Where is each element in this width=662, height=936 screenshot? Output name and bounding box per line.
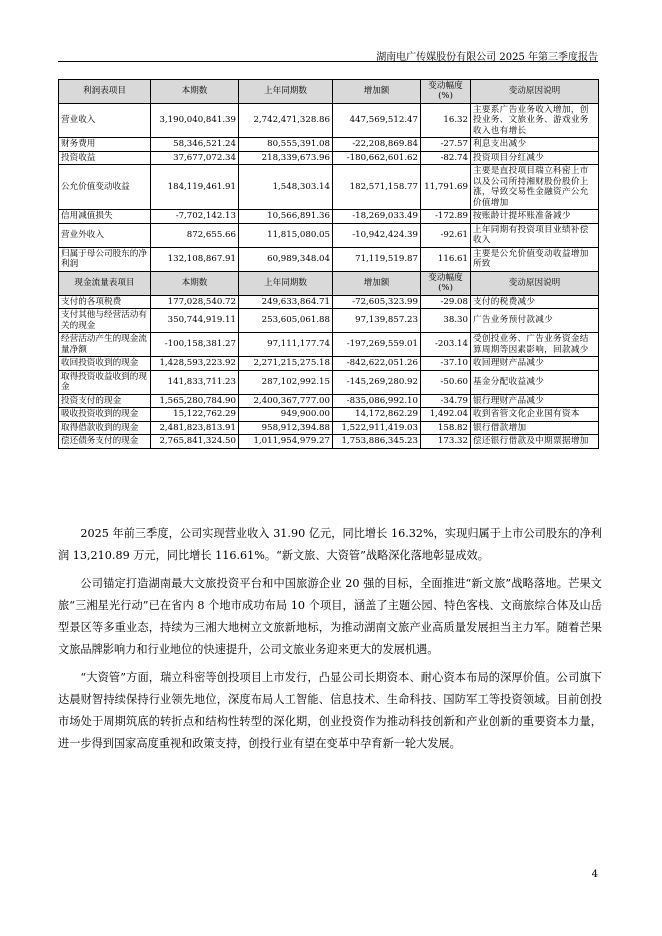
table-cell: 872,655.66 — [151, 223, 239, 247]
table-cell: -92.61 — [421, 223, 471, 247]
table-cell: -203.14 — [421, 333, 471, 357]
table-cell: 取得借款收到的现金 — [59, 421, 151, 434]
table-cell: 主要是公允价值变动收益增加所致 — [471, 247, 599, 271]
table-row — [59, 247, 599, 271]
table-cell: 按账龄计提坏账准备减少 — [471, 210, 599, 223]
table-row — [59, 138, 599, 151]
table-cell: 取得投资收益收到的现金 — [59, 370, 151, 394]
table-cell: -197,269,559.01 — [333, 333, 421, 357]
table-header-row — [59, 80, 599, 104]
column-header: 利润表项目 — [59, 80, 151, 104]
table-cell: 利息支出减少 — [471, 138, 599, 151]
table-row — [59, 435, 599, 448]
table-cell: 10,566,891.36 — [239, 210, 333, 223]
table-cell: 2,742,471,328.86 — [239, 103, 333, 137]
table-cell: 信用减值损失 — [59, 210, 151, 223]
table-cell: -29.08 — [421, 295, 471, 308]
column-header: 本期数 — [151, 271, 239, 295]
table-cell: -18,269,033.49 — [333, 210, 421, 223]
table-cell: 投资项目分红减少 — [471, 151, 599, 164]
table-cell: 广告业务预付款减少 — [471, 309, 599, 333]
column-header: 现金流量表项目 — [59, 271, 151, 295]
table-cell: -37.10 — [421, 357, 471, 370]
table-cell: 吸收投资收到的现金 — [59, 408, 151, 421]
table-cell: 71,119,519.87 — [333, 247, 421, 271]
table-cell: 偿还债务支付的现金 — [59, 435, 151, 448]
table-cell: -7,702,142.13 — [151, 210, 239, 223]
table-row — [59, 151, 599, 164]
table-cell: 447,569,512.47 — [333, 103, 421, 137]
table-cell: 97,111,177.74 — [239, 333, 333, 357]
table-cell: -27.57 — [421, 138, 471, 151]
table-cell: 上年同期有投资项目业绩补偿收入 — [471, 223, 599, 247]
table-cell: 287,102,992.15 — [239, 370, 333, 394]
column-header: 本期数 — [151, 80, 239, 104]
table-cell: 38.30 — [421, 309, 471, 333]
table-cell: 1,011,954,979.27 — [239, 435, 333, 448]
table-cell: 收回理财产品减少 — [471, 357, 599, 370]
table-cell: 基金分配收益减少 — [471, 370, 599, 394]
table-cell: 1,522,911,419.03 — [333, 421, 421, 434]
table-cell: 主要是直投项目瑞立科密上市以及公司所持湘财股份股价上涨，导致交易性金融资产公允价值增加 — [471, 165, 599, 210]
table-row — [59, 370, 599, 394]
table-cell: 116.61 — [421, 247, 471, 271]
table-row — [59, 103, 599, 137]
column-header: 变动原因说明 — [471, 271, 599, 295]
column-header: 上年同期数 — [239, 80, 333, 104]
table-cell: 3,190,040,841.39 — [151, 103, 239, 137]
table-cell: 2,271,215,275.18 — [239, 357, 333, 370]
table-cell: 173.32 — [421, 435, 471, 448]
table-row — [59, 223, 599, 247]
table-cell: 182,571,158.77 — [333, 165, 421, 210]
table-cell: 37,677,072.34 — [151, 151, 239, 164]
table-row — [59, 165, 599, 210]
table-cell: 16.32 — [421, 103, 471, 137]
table-cell: 253,605,061.88 — [239, 309, 333, 333]
table-cell: 投资支付的现金 — [59, 394, 151, 407]
column-header: 变动原因说明 — [471, 80, 599, 104]
table-row — [59, 408, 599, 421]
table-cell: 偿还银行借款及中期票据增加 — [471, 435, 599, 448]
table-cell: 公允价值变动收益 — [59, 165, 151, 210]
table-cell: 97,139,857.23 — [333, 309, 421, 333]
table-row — [59, 295, 599, 308]
table-cell: -145,269,280.92 — [333, 370, 421, 394]
column-header: 上年同期数 — [239, 271, 333, 295]
table-cell: 132,108,867.91 — [151, 247, 239, 271]
table-cell: 营业收入 — [59, 103, 151, 137]
page-header: 湖南电广传媒股份有限公司 2025 年第三季度报告 — [376, 52, 598, 63]
table-cell: 2,481,823,813.91 — [151, 421, 239, 434]
table-cell: 177,028,540.72 — [151, 295, 239, 308]
table-cell: 15,122,762.29 — [151, 408, 239, 421]
table-cell: 营业外收入 — [59, 223, 151, 247]
table-cell: 投资收益 — [59, 151, 151, 164]
table-cell: 财务费用 — [59, 138, 151, 151]
table-cell: 收到省管文化企业国有资本 — [471, 408, 599, 421]
table-cell: -72,605,323.99 — [333, 295, 421, 308]
header-divider — [58, 61, 598, 62]
column-header: 增加额 — [333, 271, 421, 295]
table-cell: 归属于母公司股东的净利润 — [59, 247, 151, 271]
table-cell: 1,428,593,223.92 — [151, 357, 239, 370]
paragraph: “大资管”方面，瑞立科密等创投项目上市发行，凸显公司长期资本、耐心资本布局的深厚价值。公司旗下达晨财智持续保持行业领先地位，深度布局人工智能、信息技术、生命科技、国防军工等投资领域。目前创投市场处于周期筑底的转折点和结构性转型的深化期，创业投资作为推动科技创新和产业创新的重要资本力量，进一步得到国家高度重视和政策支持，创投行业有望在变革中孕育新一轮大发展。 — [58, 671, 602, 750]
table-cell: 218,339,673.96 — [239, 151, 333, 164]
table-cell: 249,633,864.71 — [239, 295, 333, 308]
table-cell: -34.79 — [421, 394, 471, 407]
table-cell: 主要系广告业务收入增加，创投业务、文旅业务、游戏业务收入也有增长 — [471, 103, 599, 137]
summary-paragraphs — [58, 523, 602, 761]
page-number: 4 — [591, 869, 598, 880]
table-cell: 经营活动产生的现金流量净额 — [59, 333, 151, 357]
table-cell: 11,791.69 — [421, 165, 471, 210]
table-cell: -180,662,601.62 — [333, 151, 421, 164]
table-cell: 58,346,521.24 — [151, 138, 239, 151]
table-cell: 支付其他与经营活动有关的现金 — [59, 309, 151, 333]
financial-change-table — [58, 79, 599, 449]
table-cell: -100,158,381.27 — [151, 333, 239, 357]
column-header: 变动幅度(%) — [421, 80, 471, 104]
table-cell: 受创投业务、广告业务资金结算周期等因素影响，回款减少 — [471, 333, 599, 357]
table-row — [59, 309, 599, 333]
column-header: 增加额 — [333, 80, 421, 104]
table-cell: 350,744,919.11 — [151, 309, 239, 333]
table-cell: 949,900.00 — [239, 408, 333, 421]
table-cell: 184,119,461.91 — [151, 165, 239, 210]
table-cell: 1,548,303.14 — [239, 165, 333, 210]
table-cell: -835,086,992.10 — [333, 394, 421, 407]
table-cell: 60,989,348.04 — [239, 247, 333, 271]
table-cell: 支付的各项税费 — [59, 295, 151, 308]
table-cell: 2,765,841,324.50 — [151, 435, 239, 448]
table-cell: -50.60 — [421, 370, 471, 394]
table-cell: 1,753,886,345.23 — [333, 435, 421, 448]
table-cell: 支付的税费减少 — [471, 295, 599, 308]
table-row — [59, 421, 599, 434]
paragraph: 2025 年前三季度，公司实现营业收入 31.90 亿元，同比增长 16.32%，实现归属于上市公司股东的净利润 13,210.89 万元，同比增长 116.61%。“新文旅、大资管”战略深化落地彰显成效。 — [58, 527, 602, 562]
table-cell: 1,565,280,784.90 — [151, 394, 239, 407]
table-cell: 银行借款增加 — [471, 421, 599, 434]
table-cell: 141,833,711.23 — [151, 370, 239, 394]
table-cell: 11,815,080.05 — [239, 223, 333, 247]
table-cell: -10,942,424.39 — [333, 223, 421, 247]
table-cell: -172.89 — [421, 210, 471, 223]
table-row — [59, 394, 599, 407]
table-row — [59, 333, 599, 357]
table-cell: 1,492.04 — [421, 408, 471, 421]
column-header: 变动幅度(%) — [421, 271, 471, 295]
table-cell: 14,172,862.29 — [333, 408, 421, 421]
table-row — [59, 210, 599, 223]
table-cell: 银行理财产品减少 — [471, 394, 599, 407]
paragraph: 公司锚定打造湖南最大文旅投资平台和中国旅游企业 20 强的目标，全面推进“新文旅”战略落地。芒果文旅“三湘星光行动”已在省内 8 个地市成功布局 10 个项目，涵盖了主题公园、特色客栈、文商旅综合体及山岳型景区等多重业态，持续为三湘大地树立文旅新地标，为推动湖南文旅产业高质量发展担当主力军。随着芒果文旅品牌影响力和行业地位的快速提升，公司文旅业务迎来更大的发展机遇。 — [58, 577, 602, 656]
table-cell: -82.74 — [421, 151, 471, 164]
table-header-row — [59, 271, 599, 295]
table-cell: -842,622,051.26 — [333, 357, 421, 370]
table-row — [59, 357, 599, 370]
table-cell: 收回投资收到的现金 — [59, 357, 151, 370]
table-cell: 80,555,391.08 — [239, 138, 333, 151]
table-cell: 958,912,394.88 — [239, 421, 333, 434]
table-cell: 2,400,367,777.00 — [239, 394, 333, 407]
table-cell: 158.82 — [421, 421, 471, 434]
table-cell: -22,208,869.84 — [333, 138, 421, 151]
